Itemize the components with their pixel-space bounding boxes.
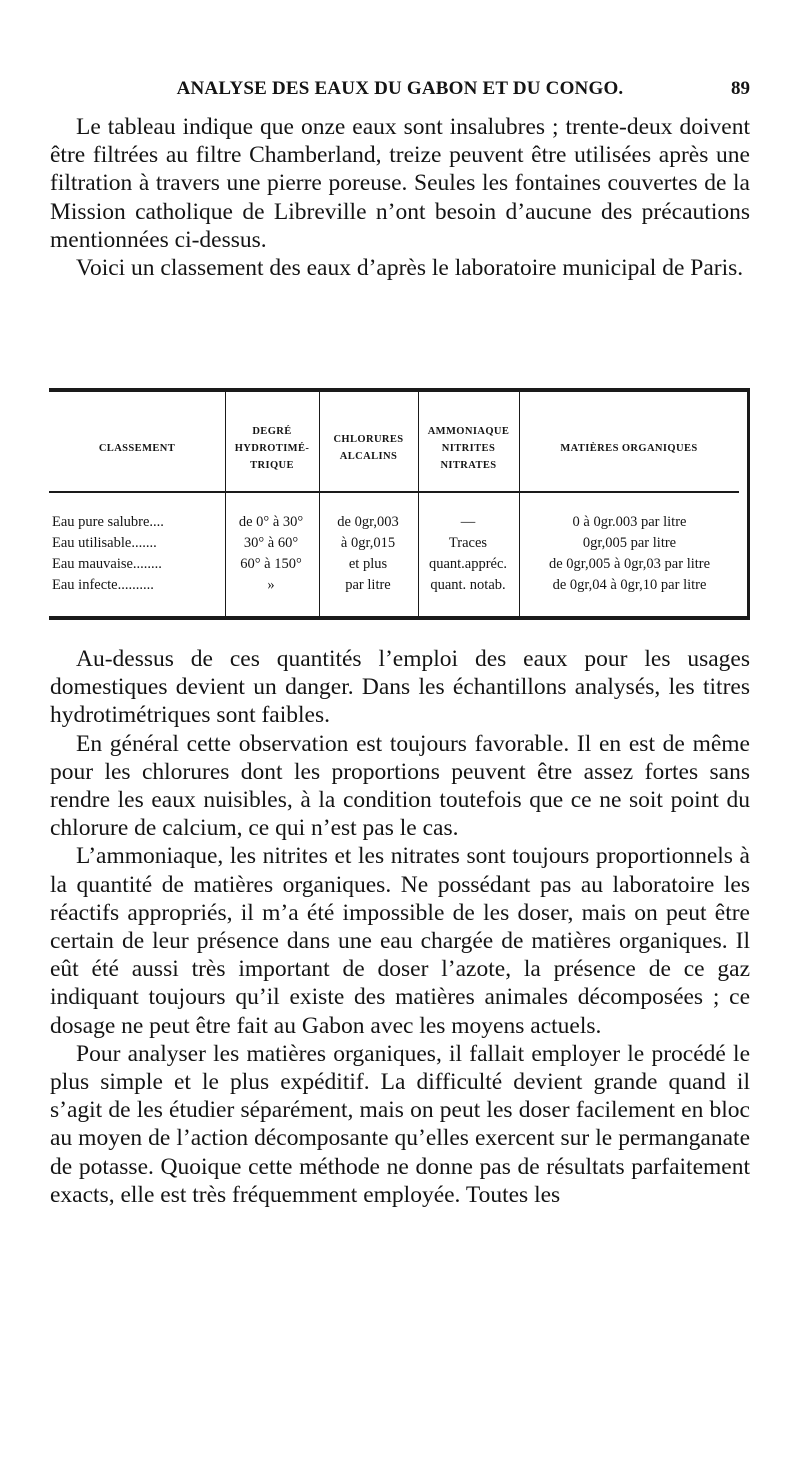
header-classement: CLASSEMENT: [98, 442, 176, 454]
header-ammoniaque: AMMONIAQUE NITRITES NITRATES: [427, 425, 510, 471]
running-header: [50, 74, 750, 104]
paragraph: Au-dessus de ces quantités l’emploi des eaux pour les usages domestiques devient un danger. Dans les échantillons analysés, les titres hydrotimétriques sont faibles.: [50, 646, 750, 729]
header-degre-hydrotimetrique: DEGRÉ HYDROTIMÉ- TRIQUE: [234, 425, 310, 471]
paragraph: En général cette observation est toujours favorable. Il en est de même pour les chlorures dont les proportions peuvent être assez fortes sans rendre les eaux nuisibles, à la condition toutefois que ce ne soit point du chlorure de calcium, ce qui n’est pas le cas.: [50, 730, 750, 842]
running-title: ANALYSE DES EAUX DU GABON ET DU CONGO.: [176, 78, 624, 99]
header-chlorures-alcalins: CHLORURES ALCALINS: [333, 434, 404, 462]
table-top-rule: [49, 388, 750, 392]
water-classification-table: [49, 388, 750, 624]
table-row: Eau mauvaise........ 60° à 150° et plus quant.appréc. de 0gr,005 à 0gr,03 par litre: [52, 556, 711, 572]
header-matieres-organiques: MATIÈRES ORGANIQUES: [560, 442, 698, 454]
paragraph: Pour analyser les matières organiques, il fallait employer le procédé le plus simple et le plus expéditif. La difficulté devient grande quand il s’agit de les étudier séparément, mais on peut les doser facilement en bloc au moyen de l’action décomposante qu’elles exercent sur le permanganate de potasse. Quoique cette méthode ne donne pas de résultats parfaitement exacts, elle est très fréquemment employée. Toutes les: [50, 1040, 750, 1208]
paragraph: L’ammoniaque, les nitrites et les nitrates sont toujours proportionnels à la quantité de matières organiques. Ne possédant pas au laboratoire les réactifs appropriés, il m’a été impossible de les doser, mais on peut être certain de leur présence dans une eau chargée de matières organiques. Il eût été aussi très important de doser l’azote, la présence de ce gaz indiquant toujours qu’il existe des matières animales décomposées ; ce dosage ne peut être fait au Gabon avec les moyens actuels.: [50, 843, 750, 1039]
table-bottom-rule: [49, 616, 750, 620]
paragraph: Le tableau indique que onze eaux sont insalubres ; trente-deux doivent être filtrées au filtre Chamberland, treize peuvent être utilisées après une filtration à travers une pierre poreuse. Seules les fontaines couvertes de la Mission catholique de Libreville n’ont besoin d’aucune des précautions mentionnées ci-dessus.: [50, 114, 750, 253]
intro-text: [50, 113, 750, 282]
table-row: Eau infecte.......... » par litre quant. notab. de 0gr,04 à 0gr,10 par litre: [52, 577, 707, 593]
table-header-rule: [49, 491, 739, 493]
body-text: [50, 645, 750, 1209]
page-number: 89: [731, 78, 750, 99]
paragraph: Voici un classement des eaux d’après le laboratoire municipal de Paris.: [76, 255, 744, 282]
table-right-rule: [747, 388, 750, 620]
table-row: Eau pure salubre.... de 0° à 30° de 0gr,003 — 0 à 0gr.003 par litre: [52, 514, 687, 530]
table-row: Eau utilisable....... 30° à 60° à 0gr,015 Traces 0gr,005 par litre: [52, 535, 677, 551]
